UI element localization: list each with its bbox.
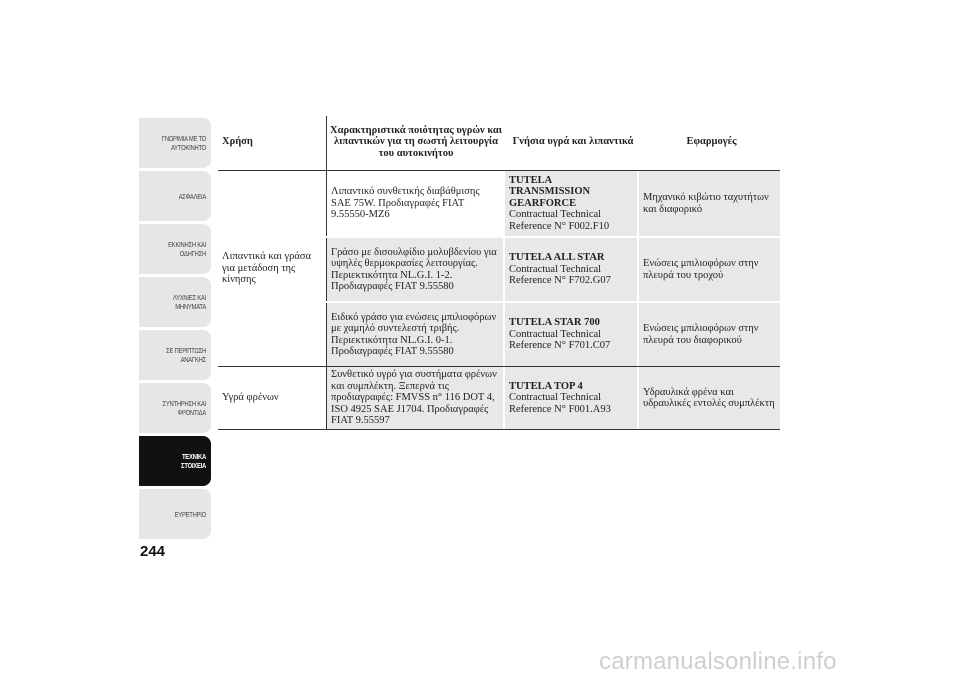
product-reference: Contractual Technical Reference N° F001.A93 (509, 392, 611, 415)
table-row-application: Υδραυλικά φρένα και υδραυλικές εντολές συμπλέκτη (639, 367, 780, 429)
watermark: carmanualsonline.info (599, 648, 837, 675)
tab-starting-driving[interactable]: ΕΚΚΙΝΗΣΗ ΚΑΙ ΟΔΗΓΗΣΗ (139, 224, 211, 274)
header-genuine-products: Γνήσια υγρά και λιπαντικά (512, 136, 634, 148)
tab-technical-data[interactable]: ΤΕΧΝΙΚΑ ΣΤΟΙΧΕΙΑ (139, 436, 211, 486)
table-row-application: Μηχανικό κιβώτιο ταχυτήτων και διαφορικό (639, 171, 780, 236)
tab-getting-to-know[interactable]: ΓΝΩΡΙΜΙΑ ΜΕ ΤΟ ΑΥΤΟΚΙΝΗΤΟ (139, 118, 211, 168)
product-reference: Contractual Technical Reference N° F702.G07 (509, 263, 611, 287)
product-name: TUTELA TOP 4 (509, 380, 583, 392)
header-quality: Χαρακτηριστικά ποιότητας υγρών και λιπαντικών για τη σωστή λειτουργία του αυτοκινήτου (330, 124, 502, 159)
product-name: TUTELA STAR 700 (509, 317, 600, 329)
table-row-quality: Λιπαντικό συνθετικής διαβάθμισης SAE 75W. Προδιαγραφές FIAT 9.55550-MZ6 (331, 186, 480, 221)
product-name: TUTELA ALL STAR (509, 252, 605, 264)
table-row-product (505, 367, 637, 429)
tab-emergency[interactable]: ΣΕ ΠΕΡΙΠΤΩΣΗ ΑΝΑΓΚΗΣ (139, 330, 211, 380)
tab-warning-lights[interactable]: ΛΥΧΝΙΕΣ ΚΑΙ ΜΗΝΥΜΑΤΑ (139, 277, 211, 327)
tab-safety[interactable]: ΑΣΦΑΛΕΙΑ (139, 171, 211, 221)
tab-index[interactable]: ΕΥΡΕΤΗΡΙΟ (139, 489, 211, 539)
product-reference: Contractual Technical Reference N° F002.F10 (509, 209, 610, 232)
table-row-quality: Γράσο με δισουλφίδιο μολυβδενίου για υψηλές θερμοκρασίες λειτουργίας. Περιεκτικότητα NL.G.I. 1-2. Προδιαγραφές FIAT 9.55580 (327, 238, 503, 301)
product-name: TUTELA TRANSMISSION GEARFORCE (509, 174, 591, 209)
usage-group-lubricants: Λιπαντικά και γράσα για μετάδοση της κίνησης (222, 251, 312, 286)
product-reference: Contractual Technical Reference N° F701.C07 (509, 328, 611, 352)
table-bottom-line (218, 429, 780, 430)
table-row-quality: Συνθετικό υγρό για συστήματα φρένων και συμπλέκτη. Ξεπερνά τις προδιαγραφές: FMVSS n° 116 DOT 4, ISO 4925 SAE J1704. Προδιαγραφές FIAT 9.55597 (327, 367, 503, 429)
usage-group-brake-fluids: Υγρά φρένων (222, 392, 279, 404)
table-row-product (505, 303, 637, 366)
header-usage: Χρήση (222, 136, 253, 148)
table-row-product (505, 238, 637, 301)
page-number: 244 (140, 543, 166, 560)
table-row-application: Ενώσεις μπιλιοφόρων στην πλευρά του διαφορικού (639, 303, 780, 366)
table-row-application: Ενώσεις μπιλιοφόρων στην πλευρά του τροχού (639, 238, 780, 301)
header-applications: Εφαρμογές (686, 136, 737, 148)
tab-maintenance[interactable]: ΣΥΝΤΗΡΗΣΗ ΚΑΙ ΦΡΟΝΤΙΔΑ (139, 383, 211, 433)
table-row-product (505, 171, 637, 236)
table-row-quality: Ειδικό γράσο για ενώσεις μπιλιοφόρων με χαμηλό συντελεστή τριβής. Περιεκτικότητα NL.G.I. 0-1. Προδιαγραφές FIAT 9.55580 (327, 303, 503, 366)
